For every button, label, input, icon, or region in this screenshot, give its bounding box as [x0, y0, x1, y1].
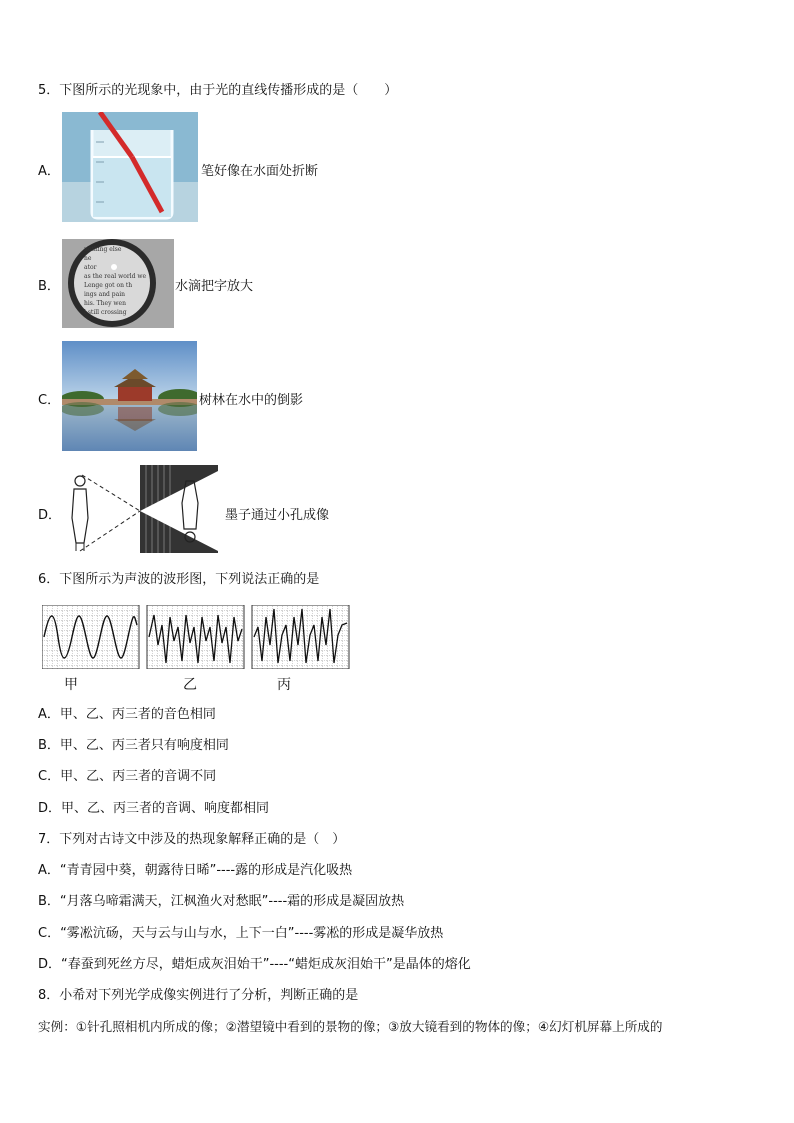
q5-option-c-text: 树林在水中的倒影	[199, 393, 304, 408]
q5-option-a-letter: A．	[38, 164, 60, 179]
q5-option-d-text: 墨子通过小孔成像	[225, 508, 330, 523]
q5-option-b-letter: B．	[38, 279, 60, 294]
q5-option-a-text: 笔好像在水面处折断	[201, 164, 319, 179]
q7-option-d: D．“春蚕到死丝方尽，蜡炬成灰泪始干”----“蜡炬成灰泪始干”是晶体的熔化	[38, 957, 471, 972]
magnified-line-4: as the real world we	[84, 273, 147, 280]
q6-option-d: D．甲、乙、丙三者的音调、响度都相同	[38, 801, 270, 816]
q7-option-a: A．“青青园中葵，朝露待日晞”----露的形成是汽化吸热	[38, 863, 353, 878]
pinhole-camera-image	[62, 463, 220, 556]
magnified-line-1: nothing else	[84, 246, 122, 253]
q6-option-c: C．甲、乙、丙三者的音调不同	[38, 769, 217, 784]
wave-label-bing: 丙	[277, 677, 291, 693]
q8-stem: 8．小希对下列光学成像实例进行了分析，判断正确的是	[38, 988, 359, 1003]
sound-waveforms	[42, 605, 350, 669]
magnified-line-6: ings and pain	[84, 291, 126, 298]
q7-option-b: B．“月落乌啼霜满天，江枫渔火对愁眠”----霜的形成是凝固放热	[38, 894, 405, 909]
q6-stem: 6．下图所示为声波的波形图，下列说法正确的是	[38, 572, 320, 587]
q6-option-b: B．甲、乙、丙三者只有响度相同	[38, 738, 229, 753]
q8-examples: 实例：①针孔照相机内所成的像；②潜望镜中看到的景物的像；③放大镜看到的物体的像；④幻灯机屏幕上所成的	[38, 1019, 663, 1034]
q5-stem: 5．下图所示的光现象中，由于光的直线传播形成的是（ ）	[38, 83, 398, 98]
magnified-line-7: his. They wen	[84, 300, 126, 307]
beaker-pencil-image	[62, 112, 198, 222]
q7-option-c: C．“雾凇沆砀，天与云与山与水，上下一白”----雾凇的形成是凝华放热	[38, 926, 444, 941]
magnified-line-8: l still crossing	[84, 309, 127, 316]
q7-stem: 7．下列对古诗文中涉及的热现象解释正确的是（ ）	[38, 832, 346, 847]
wave-label-yi: 乙	[183, 677, 197, 693]
magnified-line-2: he	[84, 255, 92, 262]
q5-option-d-letter: D．	[38, 508, 62, 523]
magnified-line-3: ator	[84, 264, 97, 271]
palace-reflection-image	[62, 341, 197, 451]
wave-label-jia: 甲	[64, 677, 78, 693]
q6-option-a: A．甲、乙、丙三者的音色相同	[38, 707, 216, 722]
water-drop-magnifier-image	[62, 239, 174, 328]
q5-option-b-text: 水滴把字放大	[175, 279, 254, 294]
q5-option-c-letter: C．	[38, 393, 61, 408]
magnified-line-5: Lenge got on th	[84, 282, 133, 289]
